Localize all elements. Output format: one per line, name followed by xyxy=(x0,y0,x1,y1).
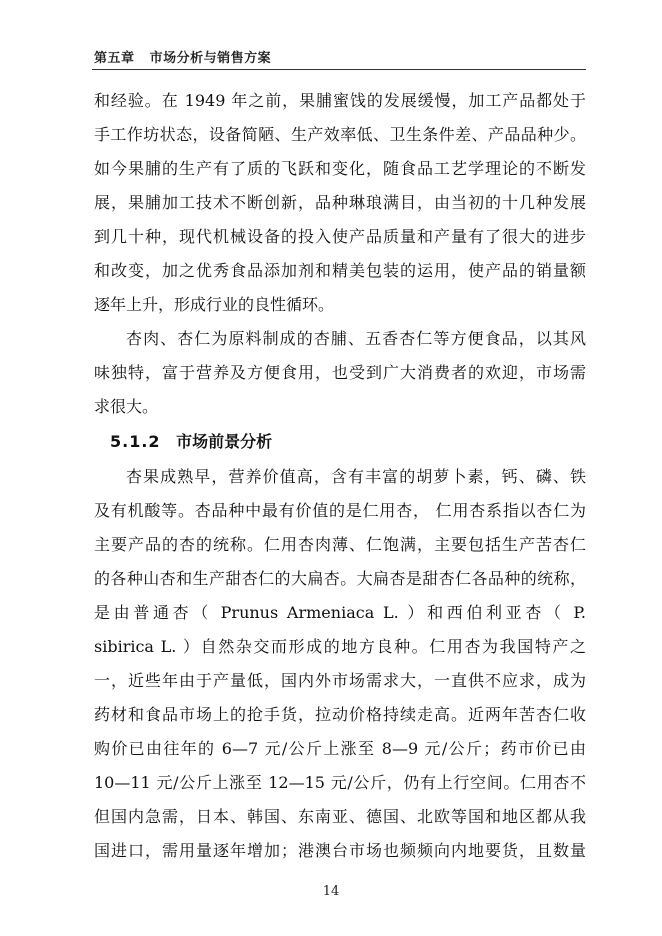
paragraph-1 xyxy=(94,84,586,322)
text-line: 一，近些年由于产量低，国内外市场需求大，一直供不应求，成为 xyxy=(94,671,586,690)
text-line: 展，果脯加工技术不断创新，品种琳琅满目，由当初的十几种发展 xyxy=(94,193,586,212)
text-line: 杏果成熟早，营养价值高，含有丰富的胡萝卜素，钙、磷、铁 xyxy=(126,467,586,486)
section-heading xyxy=(94,424,586,460)
text-line: 药材和食品市场上的抢手货，拉动价格持续走高。近两年苦杏仁收 xyxy=(94,705,586,724)
text-line: 及有机酸等。杏品种中最有价值的是仁用杏， 仁用杏系指以杏仁为 xyxy=(94,501,586,520)
text-line: 到几十种，现代机械设备的投入使产品质量和产量有了很大的进步 xyxy=(94,227,586,246)
text-line: 的各种山杏和生产甜杏仁的大扁杏。大扁杏是甜杏仁各品种的统称， xyxy=(94,569,586,588)
page-body xyxy=(94,84,586,868)
chapter-label: 第五章 xyxy=(94,51,135,66)
running-header xyxy=(94,47,271,66)
section-title: 市场前景分析 xyxy=(176,432,273,451)
text-line: 求很大。 xyxy=(94,397,159,416)
text-line: 和经验。在 1949 年之前，果脯蜜饯的发展缓慢，加工产品都处于 xyxy=(94,91,586,110)
header-rule xyxy=(92,69,586,70)
text-line: 但国内急需，日本、韩国、东南亚、德国、北欧等国和地区都从我 xyxy=(94,807,586,826)
text-line: sibirica L. ）自然杂交而形成的地方良种。仁用杏为我国特产之 xyxy=(94,637,586,656)
text-line: 味独特，富于营养及方便食用，也受到广大消费者的欢迎，市场需 xyxy=(94,363,586,382)
chapter-title: 市场分析与销售方案 xyxy=(149,51,272,66)
text-line: 10—11 元/公斤上涨至 12—15 元/公斤，仍有上行空间。仁用杏不 xyxy=(94,773,586,792)
text-line: 和改变，加之优秀食品添加剂和精美包装的运用，使产品的销量额 xyxy=(94,261,586,280)
text-line: 杏肉、杏仁为原料制成的杏脯、五香杏仁等方便食品，以其风 xyxy=(126,329,586,348)
text-line: 主要产品的杏的统称。仁用杏肉薄、仁饱满，主要包括生产苦杏仁 xyxy=(94,535,586,554)
text-line: 手工作坊状态，设备简陋、生产效率低、卫生条件差、产品品种少。 xyxy=(94,125,586,144)
paragraph-2 xyxy=(94,322,586,424)
text-line: 国进口，需用量逐年增加；港澳台市场也频频向内地要货，且数量 xyxy=(94,841,586,860)
page-number: 14 xyxy=(322,884,340,899)
text-line: 逐年上升，形成行业的良性循环。 xyxy=(94,295,335,314)
section-number: 5.1.2 xyxy=(110,432,161,451)
paragraph-3 xyxy=(94,460,586,868)
text-line: 是由普通杏（ Prunus Armeniaca L. ）和西伯利亚杏（ P. xyxy=(94,603,586,622)
text-line: 购价已由往年的 6—7 元/公斤上涨至 8—9 元/公斤；药市价已由 xyxy=(94,739,586,758)
text-line: 如今果脯的生产有了质的飞跃和变化，随食品工艺学理论的不断发 xyxy=(94,159,586,178)
